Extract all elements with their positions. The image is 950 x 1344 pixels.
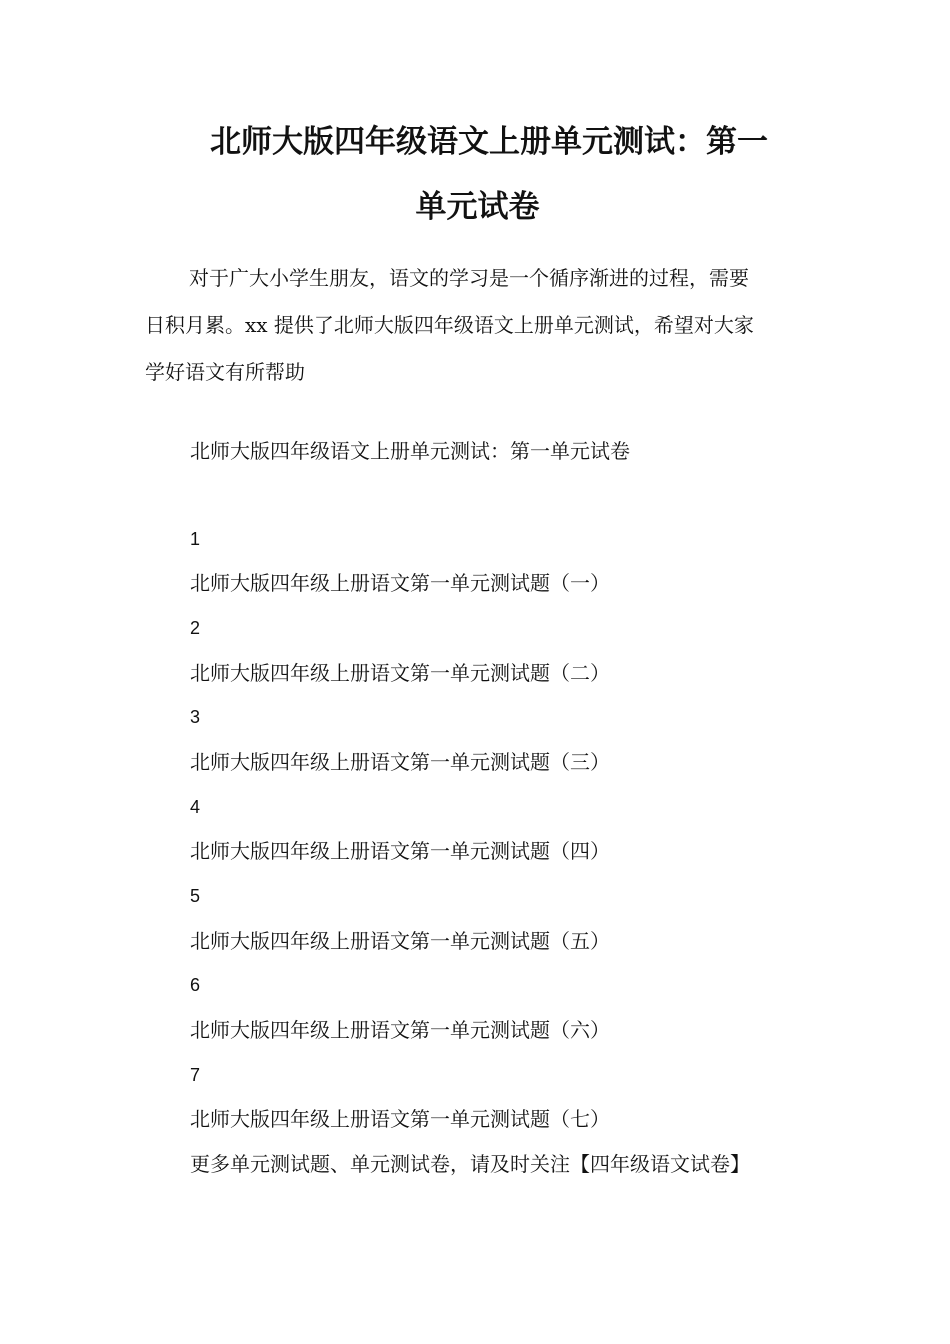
item-number: 6 — [190, 975, 201, 995]
item-title: 北师大版四年级上册语文第一单元测试题（五） — [190, 929, 610, 953]
intro-line-1: 对于广大小学生朋友，语文的学习是一个循序渐进的过程，需要 — [189, 266, 749, 290]
item-title: 北师大版四年级上册语文第一单元测试题（三） — [190, 750, 610, 774]
intro-paragraph — [145, 255, 810, 396]
item-title: 北师大版四年级上册语文第一单元测试题（二） — [190, 661, 610, 685]
item-number: 7 — [190, 1065, 201, 1085]
item-title: 北师大版四年级上册语文第一单元测试题（四） — [190, 839, 610, 863]
item-number: 5 — [190, 886, 201, 906]
item-title: 北师大版四年级上册语文第一单元测试题（七） — [190, 1107, 610, 1131]
item-number: 4 — [190, 797, 201, 817]
document-title-line-2: 单元试卷 — [415, 189, 540, 225]
item-title: 北师大版四年级上册语文第一单元测试题（一） — [190, 571, 610, 595]
intro-line-3: 学好语文有所帮助 — [145, 360, 305, 384]
item-title: 北师大版四年级上册语文第一单元测试题（六） — [190, 1018, 610, 1042]
item-number: 3 — [190, 707, 201, 727]
intro-line-2: 日积月累。xx 提供了北师大版四年级语文上册单元测试，希望对大家 — [145, 313, 754, 337]
item-number: 1 — [190, 529, 201, 549]
item-number: 2 — [190, 618, 201, 638]
section-subtitle: 北师大版四年级语文上册单元测试：第一单元试卷 — [190, 439, 630, 463]
footer-note: 更多单元测试题、单元测试卷，请及时关注【四年级语文试卷】 — [190, 1152, 750, 1176]
document-title-line-1: 北师大版四年级语文上册单元测试：第一 — [210, 124, 768, 160]
